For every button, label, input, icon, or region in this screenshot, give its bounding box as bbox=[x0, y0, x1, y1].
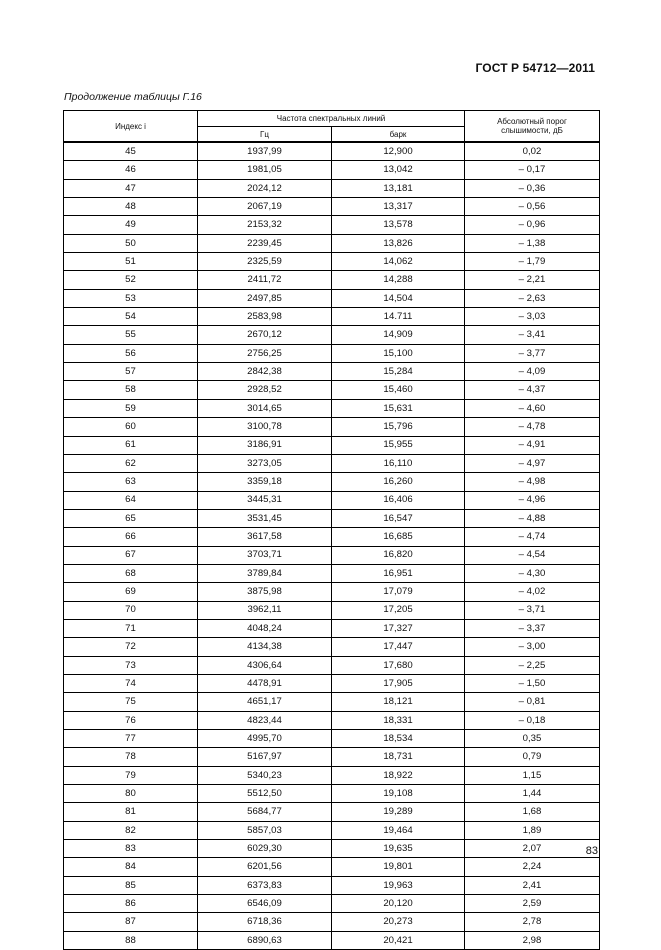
cell-threshold: – 4,96 bbox=[465, 491, 600, 509]
table-row bbox=[64, 454, 600, 472]
cell-index: 70 bbox=[64, 601, 198, 619]
cell-threshold: – 0,17 bbox=[465, 161, 600, 179]
cell-threshold: 0,79 bbox=[465, 748, 600, 766]
table-row bbox=[64, 326, 600, 344]
cell-hz: 1981,05 bbox=[198, 161, 332, 179]
table-row bbox=[64, 656, 600, 674]
header-index: Индекс i bbox=[64, 111, 198, 143]
cell-hz: 3531,45 bbox=[198, 509, 332, 527]
header-threshold: Абсолютный порог слышимости, дБ bbox=[465, 111, 600, 143]
cell-index: 45 bbox=[64, 142, 198, 161]
table-row bbox=[64, 674, 600, 692]
cell-threshold: – 0,81 bbox=[465, 693, 600, 711]
table-row bbox=[64, 583, 600, 601]
header-hz: Гц bbox=[198, 127, 332, 143]
cell-bark: 13,317 bbox=[332, 198, 465, 216]
cell-hz: 6546,09 bbox=[198, 895, 332, 913]
cell-threshold: – 3,77 bbox=[465, 344, 600, 362]
cell-bark: 15,284 bbox=[332, 363, 465, 381]
cell-threshold: – 4,54 bbox=[465, 546, 600, 564]
table-row bbox=[64, 895, 600, 913]
cell-index: 53 bbox=[64, 289, 198, 307]
cell-bark: 17,079 bbox=[332, 583, 465, 601]
cell-threshold: 1,15 bbox=[465, 766, 600, 784]
table-row bbox=[64, 308, 600, 326]
cell-index: 77 bbox=[64, 730, 198, 748]
cell-hz: 4995,70 bbox=[198, 730, 332, 748]
cell-bark: 13,181 bbox=[332, 179, 465, 197]
cell-hz: 6890,63 bbox=[198, 931, 332, 949]
cell-index: 86 bbox=[64, 895, 198, 913]
cell-index: 54 bbox=[64, 308, 198, 326]
cell-threshold: – 1,38 bbox=[465, 234, 600, 252]
cell-hz: 2067,19 bbox=[198, 198, 332, 216]
cell-threshold: – 4,02 bbox=[465, 583, 600, 601]
cell-bark: 15,100 bbox=[332, 344, 465, 362]
cell-threshold: – 0,56 bbox=[465, 198, 600, 216]
table-row bbox=[64, 840, 600, 858]
cell-bark: 18,121 bbox=[332, 693, 465, 711]
table-row bbox=[64, 289, 600, 307]
cell-hz: 2239,45 bbox=[198, 234, 332, 252]
cell-index: 72 bbox=[64, 638, 198, 656]
cell-threshold: – 3,03 bbox=[465, 308, 600, 326]
cell-index: 78 bbox=[64, 748, 198, 766]
cell-bark: 14,062 bbox=[332, 253, 465, 271]
cell-threshold: – 3,00 bbox=[465, 638, 600, 656]
cell-index: 46 bbox=[64, 161, 198, 179]
cell-threshold: 0,02 bbox=[465, 142, 600, 161]
table-row bbox=[64, 198, 600, 216]
cell-hz: 3100,78 bbox=[198, 418, 332, 436]
cell-bark: 18,731 bbox=[332, 748, 465, 766]
cell-hz: 4134,38 bbox=[198, 638, 332, 656]
cell-index: 48 bbox=[64, 198, 198, 216]
data-table bbox=[63, 110, 600, 950]
cell-bark: 12,900 bbox=[332, 142, 465, 161]
header-frequency-group: Частота спектральных линий bbox=[198, 111, 465, 127]
cell-hz: 5684,77 bbox=[198, 803, 332, 821]
table-row bbox=[64, 876, 600, 894]
cell-bark: 17,447 bbox=[332, 638, 465, 656]
cell-threshold: 2,41 bbox=[465, 876, 600, 894]
table-row bbox=[64, 564, 600, 582]
table-row bbox=[64, 142, 600, 161]
cell-index: 74 bbox=[64, 674, 198, 692]
cell-hz: 5167,97 bbox=[198, 748, 332, 766]
cell-bark: 17,327 bbox=[332, 619, 465, 637]
cell-bark: 14,288 bbox=[332, 271, 465, 289]
cell-threshold: – 4,60 bbox=[465, 399, 600, 417]
cell-bark: 20,273 bbox=[332, 913, 465, 931]
cell-index: 79 bbox=[64, 766, 198, 784]
cell-threshold: – 4,74 bbox=[465, 528, 600, 546]
cell-threshold: 1,89 bbox=[465, 821, 600, 839]
cell-bark: 19,801 bbox=[332, 858, 465, 876]
cell-threshold: – 2,63 bbox=[465, 289, 600, 307]
cell-bark: 14.711 bbox=[332, 308, 465, 326]
cell-threshold: – 4,91 bbox=[465, 436, 600, 454]
table-row bbox=[64, 418, 600, 436]
cell-hz: 6029,30 bbox=[198, 840, 332, 858]
cell-bark: 16,406 bbox=[332, 491, 465, 509]
cell-index: 81 bbox=[64, 803, 198, 821]
cell-index: 67 bbox=[64, 546, 198, 564]
cell-bark: 16,820 bbox=[332, 546, 465, 564]
cell-threshold: – 0,36 bbox=[465, 179, 600, 197]
cell-threshold: 2,59 bbox=[465, 895, 600, 913]
cell-bark: 13,826 bbox=[332, 234, 465, 252]
table-row bbox=[64, 858, 600, 876]
cell-threshold: – 3,71 bbox=[465, 601, 600, 619]
cell-threshold: – 1,79 bbox=[465, 253, 600, 271]
cell-threshold: 2,78 bbox=[465, 913, 600, 931]
cell-index: 87 bbox=[64, 913, 198, 931]
cell-index: 65 bbox=[64, 509, 198, 527]
cell-threshold: 0,35 bbox=[465, 730, 600, 748]
table-row bbox=[64, 509, 600, 527]
table-row bbox=[64, 619, 600, 637]
cell-index: 55 bbox=[64, 326, 198, 344]
cell-bark: 18,331 bbox=[332, 711, 465, 729]
cell-threshold: – 4,30 bbox=[465, 564, 600, 582]
cell-hz: 2928,52 bbox=[198, 381, 332, 399]
cell-bark: 19,464 bbox=[332, 821, 465, 839]
table-row bbox=[64, 693, 600, 711]
cell-index: 88 bbox=[64, 931, 198, 949]
cell-hz: 2583,98 bbox=[198, 308, 332, 326]
cell-index: 61 bbox=[64, 436, 198, 454]
cell-hz: 2325,59 bbox=[198, 253, 332, 271]
table-row bbox=[64, 528, 600, 546]
cell-bark: 16,951 bbox=[332, 564, 465, 582]
cell-hz: 3445,31 bbox=[198, 491, 332, 509]
cell-index: 49 bbox=[64, 216, 198, 234]
cell-bark: 16,260 bbox=[332, 473, 465, 491]
cell-index: 69 bbox=[64, 583, 198, 601]
cell-bark: 14,504 bbox=[332, 289, 465, 307]
table-row bbox=[64, 730, 600, 748]
cell-index: 71 bbox=[64, 619, 198, 637]
cell-index: 66 bbox=[64, 528, 198, 546]
cell-index: 82 bbox=[64, 821, 198, 839]
cell-bark: 17,680 bbox=[332, 656, 465, 674]
cell-hz: 6373,83 bbox=[198, 876, 332, 894]
page-number: 83 bbox=[585, 845, 598, 857]
cell-hz: 2411,72 bbox=[198, 271, 332, 289]
cell-hz: 4651,17 bbox=[198, 693, 332, 711]
table-row bbox=[64, 234, 600, 252]
cell-threshold: – 2,21 bbox=[465, 271, 600, 289]
cell-bark: 16,110 bbox=[332, 454, 465, 472]
table-row bbox=[64, 491, 600, 509]
cell-index: 85 bbox=[64, 876, 198, 894]
cell-bark: 18,922 bbox=[332, 766, 465, 784]
cell-hz: 3617,58 bbox=[198, 528, 332, 546]
cell-hz: 3186,91 bbox=[198, 436, 332, 454]
cell-threshold: – 4,37 bbox=[465, 381, 600, 399]
table-row bbox=[64, 271, 600, 289]
table-row bbox=[64, 253, 600, 271]
cell-hz: 4048,24 bbox=[198, 619, 332, 637]
cell-bark: 15,955 bbox=[332, 436, 465, 454]
cell-hz: 6718,36 bbox=[198, 913, 332, 931]
cell-index: 50 bbox=[64, 234, 198, 252]
cell-bark: 19,635 bbox=[332, 840, 465, 858]
cell-index: 47 bbox=[64, 179, 198, 197]
cell-threshold: – 0,96 bbox=[465, 216, 600, 234]
table-row bbox=[64, 821, 600, 839]
cell-bark: 14,909 bbox=[332, 326, 465, 344]
cell-threshold: – 3,41 bbox=[465, 326, 600, 344]
cell-threshold: 1,44 bbox=[465, 785, 600, 803]
cell-hz: 3703,71 bbox=[198, 546, 332, 564]
cell-hz: 5857,03 bbox=[198, 821, 332, 839]
cell-hz: 2497,85 bbox=[198, 289, 332, 307]
cell-threshold: – 1,50 bbox=[465, 674, 600, 692]
table-row bbox=[64, 931, 600, 949]
cell-index: 62 bbox=[64, 454, 198, 472]
table-row bbox=[64, 363, 600, 381]
cell-index: 80 bbox=[64, 785, 198, 803]
cell-threshold: – 4,09 bbox=[465, 363, 600, 381]
cell-bark: 16,685 bbox=[332, 528, 465, 546]
cell-bark: 15,796 bbox=[332, 418, 465, 436]
cell-bark: 15,631 bbox=[332, 399, 465, 417]
cell-index: 83 bbox=[64, 840, 198, 858]
cell-hz: 3875,98 bbox=[198, 583, 332, 601]
cell-index: 57 bbox=[64, 363, 198, 381]
cell-bark: 17,905 bbox=[332, 674, 465, 692]
cell-hz: 2024,12 bbox=[198, 179, 332, 197]
cell-hz: 4306,64 bbox=[198, 656, 332, 674]
cell-hz: 2842,38 bbox=[198, 363, 332, 381]
cell-index: 51 bbox=[64, 253, 198, 271]
cell-threshold: 2,07 bbox=[465, 840, 600, 858]
cell-index: 60 bbox=[64, 418, 198, 436]
cell-threshold: 2,24 bbox=[465, 858, 600, 876]
table-row bbox=[64, 436, 600, 454]
cell-index: 63 bbox=[64, 473, 198, 491]
cell-index: 56 bbox=[64, 344, 198, 362]
cell-threshold: – 4,88 bbox=[465, 509, 600, 527]
table-row bbox=[64, 344, 600, 362]
table-row bbox=[64, 803, 600, 821]
table-row bbox=[64, 601, 600, 619]
cell-hz: 2153,32 bbox=[198, 216, 332, 234]
cell-index: 76 bbox=[64, 711, 198, 729]
cell-bark: 18,534 bbox=[332, 730, 465, 748]
table-row bbox=[64, 399, 600, 417]
cell-threshold: 2,98 bbox=[465, 931, 600, 949]
cell-bark: 19,289 bbox=[332, 803, 465, 821]
cell-hz: 3273,05 bbox=[198, 454, 332, 472]
cell-index: 59 bbox=[64, 399, 198, 417]
cell-index: 75 bbox=[64, 693, 198, 711]
table-row bbox=[64, 785, 600, 803]
table-row bbox=[64, 748, 600, 766]
cell-index: 58 bbox=[64, 381, 198, 399]
cell-hz: 3359,18 bbox=[198, 473, 332, 491]
table-row bbox=[64, 711, 600, 729]
table-body bbox=[64, 142, 600, 950]
cell-bark: 13,578 bbox=[332, 216, 465, 234]
cell-bark: 17,205 bbox=[332, 601, 465, 619]
cell-threshold: – 0,18 bbox=[465, 711, 600, 729]
cell-threshold: – 4,98 bbox=[465, 473, 600, 491]
header-bark: барк bbox=[332, 127, 465, 143]
cell-index: 84 bbox=[64, 858, 198, 876]
cell-threshold: – 3,37 bbox=[465, 619, 600, 637]
cell-bark: 20,120 bbox=[332, 895, 465, 913]
cell-index: 73 bbox=[64, 656, 198, 674]
table-row bbox=[64, 381, 600, 399]
table-row bbox=[64, 473, 600, 491]
table-row bbox=[64, 179, 600, 197]
cell-hz: 2670,12 bbox=[198, 326, 332, 344]
cell-hz: 4823,44 bbox=[198, 711, 332, 729]
table-caption: Продолжение таблицы Г.16 bbox=[64, 91, 202, 103]
cell-hz: 1937,99 bbox=[198, 142, 332, 161]
cell-bark: 19,963 bbox=[332, 876, 465, 894]
cell-index: 68 bbox=[64, 564, 198, 582]
cell-bark: 13,042 bbox=[332, 161, 465, 179]
cell-threshold: – 2,25 bbox=[465, 656, 600, 674]
cell-index: 52 bbox=[64, 271, 198, 289]
table-row bbox=[64, 546, 600, 564]
cell-hz: 3962,11 bbox=[198, 601, 332, 619]
cell-bark: 15,460 bbox=[332, 381, 465, 399]
cell-bark: 16,547 bbox=[332, 509, 465, 527]
cell-bark: 20,421 bbox=[332, 931, 465, 949]
cell-threshold: 1,68 bbox=[465, 803, 600, 821]
table-row bbox=[64, 913, 600, 931]
cell-index: 64 bbox=[64, 491, 198, 509]
cell-hz: 4478,91 bbox=[198, 674, 332, 692]
cell-threshold: – 4,97 bbox=[465, 454, 600, 472]
cell-hz: 3014,65 bbox=[198, 399, 332, 417]
table-row bbox=[64, 766, 600, 784]
cell-hz: 5512,50 bbox=[198, 785, 332, 803]
table-row bbox=[64, 638, 600, 656]
cell-hz: 2756,25 bbox=[198, 344, 332, 362]
document-code: ГОСТ Р 54712—2011 bbox=[475, 61, 595, 75]
table-row bbox=[64, 161, 600, 179]
cell-hz: 6201,56 bbox=[198, 858, 332, 876]
cell-bark: 19,108 bbox=[332, 785, 465, 803]
cell-threshold: – 4,78 bbox=[465, 418, 600, 436]
cell-hz: 5340,23 bbox=[198, 766, 332, 784]
cell-hz: 3789,84 bbox=[198, 564, 332, 582]
table-row bbox=[64, 216, 600, 234]
